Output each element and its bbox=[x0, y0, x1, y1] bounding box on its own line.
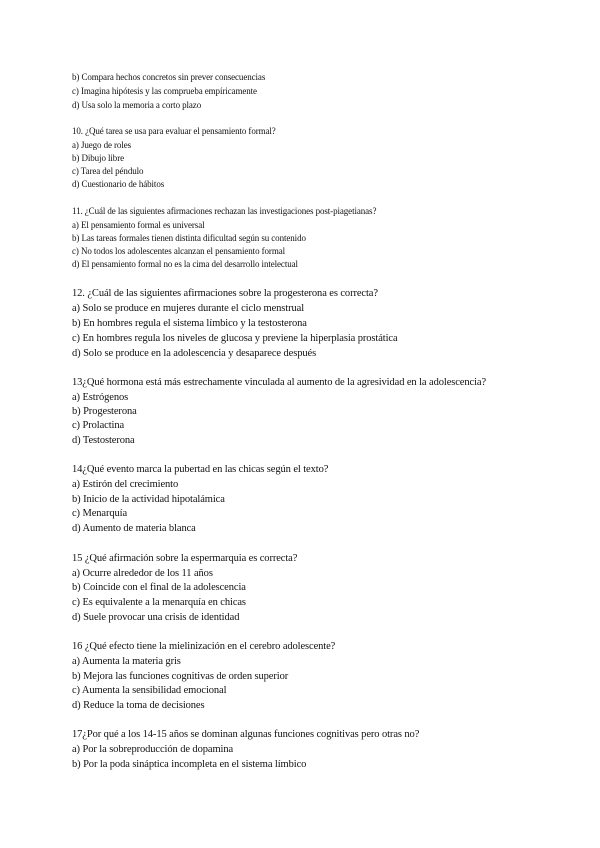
option-16a: a) Aumenta la materia gris bbox=[72, 656, 181, 667]
option-12c: c) En hombres regula los niveles de glucosa y previene la hiperplasia prostática bbox=[72, 333, 398, 344]
option-14c: c) Menarquía bbox=[72, 508, 128, 519]
question-15: 15 ¿Qué afirmación sobre la espermarquia es correcta? bbox=[72, 553, 298, 564]
option-10c: c) Tarea del péndulo bbox=[72, 166, 144, 176]
question-12: 12. ¿Cuál de las siguientes afirmaciones sobre la progesterona es correcta? bbox=[72, 288, 378, 299]
option-10b: b) Dibujo libre bbox=[72, 153, 124, 163]
option-9b: b) Compara hechos concretos sin prever consecuencias bbox=[72, 72, 266, 82]
question-11: 11. ¿Cuál de las siguientes afirmaciones rechazan las investigaciones post-piagetianas? bbox=[72, 206, 377, 216]
option-13c: c) Prolactina bbox=[72, 420, 125, 431]
option-12a: a) Solo se produce en mujeres durante el ciclo menstrual bbox=[72, 303, 305, 314]
option-11c: c) No todos los adolescentes alcanzan el pensamiento formal bbox=[72, 246, 286, 256]
question-10: 10. ¿Qué tarea se usa para evaluar el pensamiento formal? bbox=[72, 126, 276, 136]
option-12b: b) En hombres regula el sistema límbico y la testosterona bbox=[72, 318, 307, 329]
option-11a: a) El pensamiento formal es universal bbox=[72, 220, 205, 230]
option-16c: c) Aumenta la sensibilidad emocional bbox=[72, 685, 227, 696]
option-9d: d) Usa solo la memoria a corto plazo bbox=[72, 100, 202, 110]
option-10d: d) Cuestionario de hábitos bbox=[72, 179, 165, 189]
question-13: 13¿Qué hormona está más estrechamente vinculada al aumento de la agresividad en la adolescencia? bbox=[72, 377, 487, 388]
option-11d: d) El pensamiento formal no es la cima del desarrollo intelectual bbox=[72, 259, 298, 269]
option-13b: b) Progesterona bbox=[72, 406, 137, 417]
option-15d: d) Suele provocar una crisis de identidad bbox=[72, 612, 240, 623]
option-15a: a) Ocurre alrededor de los 11 años bbox=[72, 568, 213, 579]
option-17a: a) Por la sobreproducción de dopamina bbox=[72, 744, 234, 755]
option-16b: b) Mejora las funciones cognitivas de orden superior bbox=[72, 671, 289, 682]
option-10a: a) Juego de roles bbox=[72, 140, 132, 150]
option-9c: c) Imagina hipótesis y las comprueba empíricamente bbox=[72, 86, 257, 96]
option-15b: b) Coincide con el final de la adolescencia bbox=[72, 582, 246, 593]
option-12d: d) Solo se produce en la adolescencia y desaparece después bbox=[72, 348, 317, 359]
option-16d: d) Reduce la toma de decisiones bbox=[72, 700, 205, 711]
option-15c: c) Es equivalente a la menarquía en chicas bbox=[72, 597, 246, 608]
option-13d: d) Testosterona bbox=[72, 435, 135, 446]
question-16: 16 ¿Qué efecto tiene la mielinización en el cerebro adolescente? bbox=[72, 641, 336, 652]
option-14a: a) Estirón del crecimiento bbox=[72, 479, 179, 490]
option-14b: b) Inicio de la actividad hipotalámica bbox=[72, 494, 225, 505]
option-11b: b) Las tareas formales tienen distinta dificultad según su contenido bbox=[72, 233, 306, 243]
option-17b: b) Por la poda sináptica incompleta en el sistema límbico bbox=[72, 759, 307, 770]
question-14: 14¿Qué evento marca la pubertad en las chicas según el texto? bbox=[72, 464, 329, 475]
option-13a: a) Estrógenos bbox=[72, 392, 129, 403]
option-14d: d) Aumento de materia blanca bbox=[72, 523, 196, 534]
question-17: 17¿Por qué a los 14-15 años se dominan algunas funciones cognitivas pero otras no? bbox=[72, 729, 420, 740]
